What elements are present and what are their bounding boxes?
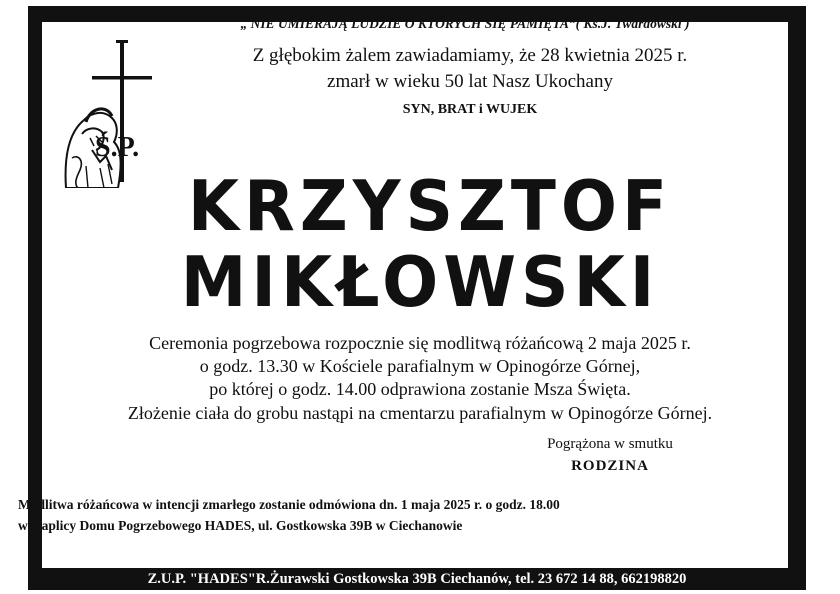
funeral-home-footer: Z.U.P. "HADES"R.Żurawski Gostkowska 39B Ciechanów, tel. 23 672 14 88, 662198820 bbox=[147, 571, 687, 587]
ceremony-line-3: po której o godz. 14.00 odprawiona zostanie Msza Święta. bbox=[209, 379, 631, 399]
deceased-last-name: MIKŁOWSKI bbox=[180, 242, 660, 323]
relation-line: SYN, BRAT i WUJEK bbox=[402, 102, 538, 117]
ceremony-line-2: o godz. 13.30 w Kościele parafialnym w Opinogórze Górnej, bbox=[199, 356, 641, 376]
rosary-info bbox=[18, 494, 560, 536]
ceremony-line-4: Złożenie ciała do grobu nastąpi na cmentarzu parafialnym w Opinogórze Górnej. bbox=[127, 403, 713, 423]
deceased-first-name: KRZYSZTOF bbox=[187, 166, 673, 247]
memorial-quote: „ NIE UMIERAJĄ LUDZIE O KTÓRYCH SIĘ PAMIĘTA”( Ks.J. Twardowski ) bbox=[240, 16, 690, 31]
announcement-line-2: zmarł w wieku 50 lat Nasz Ukochany bbox=[327, 71, 613, 92]
ceremony-line-1: Ceremonia pogrzebowa rozpocznie się modlitwą różańcową 2 maja 2025 r. bbox=[149, 333, 691, 353]
announcement-line-1: Z głębokim żalem zawiadamiamy, że 28 kwietnia 2025 r. bbox=[252, 45, 688, 66]
family-signature: RODZINA bbox=[571, 458, 649, 474]
rosary-line-2: w Kaplicy Domu Pogrzebowego HADES, ul. Gostkowska 39B w Ciechanowie bbox=[18, 518, 463, 533]
sp-abbreviation: Ś.P. bbox=[95, 132, 140, 163]
mourning-text: Pogrążona w smutku bbox=[547, 436, 673, 452]
rosary-line-1: Modlitwa różańcowa w intencji zmarłego zostanie odmówiona dn. 1 maja 2025 r. o godz. 18.00 bbox=[18, 497, 560, 512]
